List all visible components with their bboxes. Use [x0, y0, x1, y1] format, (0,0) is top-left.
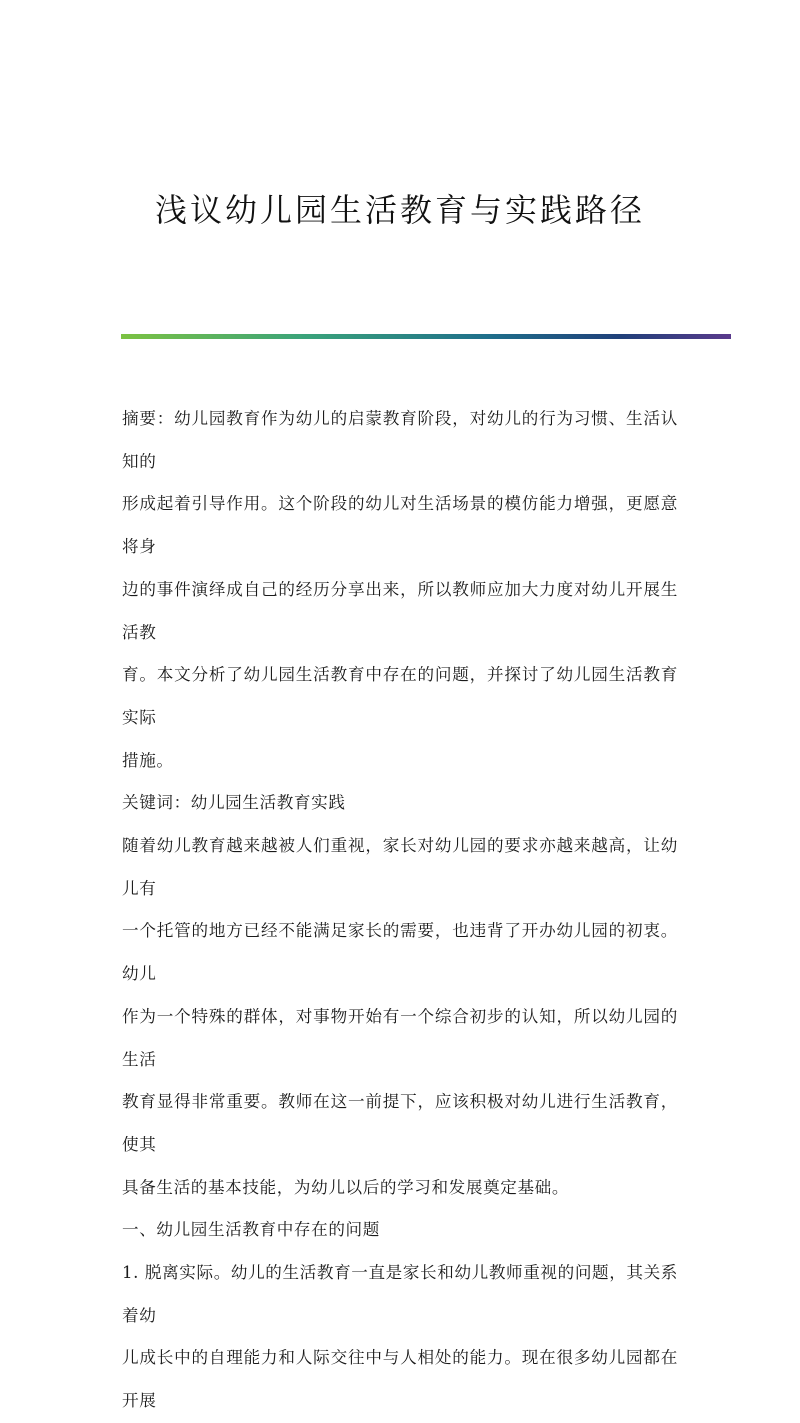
- abstract-line: 措施。: [122, 750, 174, 770]
- keywords: 关键词：幼儿园生活教育实践: [122, 793, 346, 813]
- document-body: [122, 398, 678, 1423]
- item-1-line: 儿成长中的自理能力和人际交往中与人相处的能力。现在很多幼儿园都在开展: [122, 1348, 678, 1411]
- abstract-line: 形成起着引导作用。这个阶段的幼儿对生活场景的模仿能力增强，更愿意将身: [122, 494, 678, 557]
- section-heading: 一、幼儿园生活教育中存在的问题: [122, 1220, 380, 1240]
- intro-line: 教育显得非常重要。教师在这一前提下，应该积极对幼儿进行生活教育，使其: [122, 1092, 678, 1154]
- abstract-line: 摘要：幼儿园教育作为幼儿的启蒙教育阶段，对幼儿的行为习惯、生活认知的: [122, 409, 678, 471]
- title-divider: [121, 334, 731, 339]
- intro-line: 具备生活的基本技能，为幼儿以后的学习和发展奠定基础。: [122, 1177, 570, 1197]
- intro-line: 一个托管的地方已经不能满足家长的需要，也违背了开办幼儿园的初衷。幼儿: [122, 921, 678, 984]
- abstract-line: 育。本文分析了幼儿园生活教育中存在的问题，并探讨了幼儿园生活教育实际: [122, 665, 678, 727]
- document-title: 浅议幼儿园生活教育与实践路径: [154, 191, 645, 229]
- item-1-line: 1. 脱离实际。幼儿的生活教育一直是家长和幼儿教师重视的问题，其关系着幼: [122, 1263, 678, 1325]
- intro-line: 作为一个特殊的群体，对事物开始有一个综合初步的认知，所以幼儿园的生活: [122, 1006, 678, 1069]
- abstract-line: 边的事件演绎成自己的经历分享出来，所以教师应加大力度对幼儿开展生活教: [122, 579, 678, 642]
- intro-line: 随着幼儿教育越来越被人们重视，家长对幼儿园的要求亦越来越高，让幼儿有: [122, 836, 678, 898]
